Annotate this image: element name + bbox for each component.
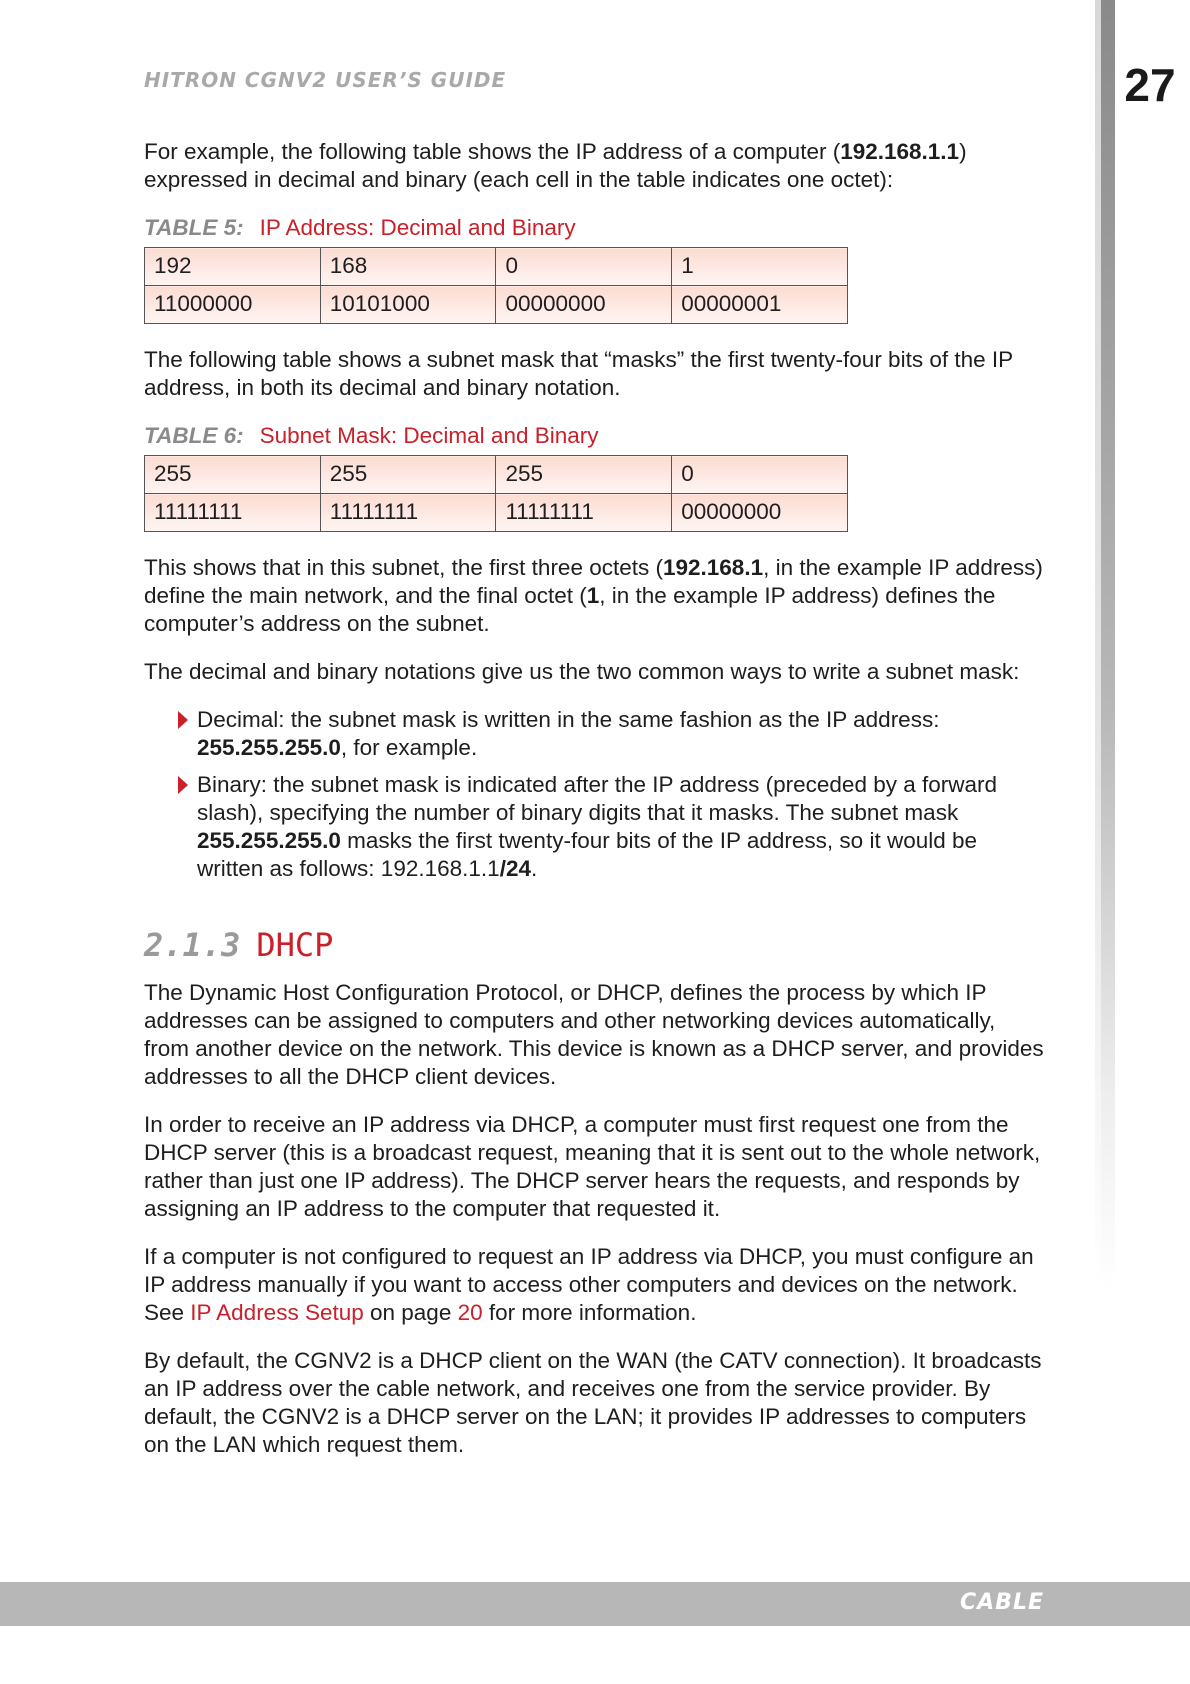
table-cell: 11111111 <box>320 494 496 532</box>
ip-address-table <box>144 247 848 324</box>
table-row <box>145 456 848 494</box>
table-row <box>145 494 848 532</box>
table-cell: 0 <box>672 456 848 494</box>
section-number: 2.1.3 <box>144 926 241 964</box>
dhcp-paragraph-4: By default, the CGNV2 is a DHCP client on the WAN (the CATV connection). It broadcasts an IP address over the cable network, and receives one from the service provider. By default, the CGNV2 is a DHCP server on the LAN; it provides IP addresses to computers on the LAN which request them. <box>144 1348 1042 1457</box>
subnet-mask-table <box>144 455 848 532</box>
table5-label: TABLE 5: <box>144 215 244 240</box>
table-cell: 255 <box>496 456 672 494</box>
page-number: 27 <box>1124 59 1176 111</box>
list-item-decimal: Decimal: the subnet mask is written in the same fashion as the IP address: 255.255.255.0, for example. <box>144 706 1044 762</box>
table6-caption <box>144 422 1044 450</box>
table-cell: 192 <box>145 248 321 286</box>
list-item-binary: Binary: the subnet mask is indicated after the IP address (preceded by a forward slash), specifying the number of binary digits that it masks. The subnet mask 255.255.255.0 masks the first twenty-four bits of the IP address, so it would be written as follows: 192.168.1.1/24. <box>144 771 1044 883</box>
example-ip: 192.168.1.1 <box>840 139 960 164</box>
page-content <box>144 138 1044 1479</box>
table-cell: 1 <box>672 248 848 286</box>
table-cell: 255 <box>145 456 321 494</box>
table-cell: 00000000 <box>672 494 848 532</box>
table-cell: 10101000 <box>320 286 496 324</box>
mask-paragraph: The following table shows a subnet mask that “masks” the first twenty-four bits of the IP address, in both its decimal and binary notation. <box>144 347 1013 400</box>
table-cell: 00000001 <box>672 286 848 324</box>
table-cell: 11111111 <box>496 494 672 532</box>
table-cell: 11111111 <box>145 494 321 532</box>
table-cell: 00000000 <box>496 286 672 324</box>
running-header: HITRON CGNV2 USER’S GUIDE <box>144 68 507 92</box>
table5-caption <box>144 214 1044 242</box>
table5-title: IP Address: Decimal and Binary <box>259 215 576 240</box>
table-cell: 11000000 <box>145 286 321 324</box>
dhcp-paragraph-1: The Dynamic Host Configuration Protocol, or DHCP, defines the process by which IP addresses can be assigned to computers and other networking devices automatically, from another device on the network. This device is known as a DHCP server, and provides addresses to all the DHCP client devices. <box>144 980 1044 1089</box>
ip-address-setup-link[interactable]: IP Address Setup <box>190 1300 364 1325</box>
table-row <box>145 286 848 324</box>
footer-bar <box>0 1582 1190 1626</box>
notation-list <box>144 706 1044 883</box>
table-cell: 168 <box>320 248 496 286</box>
bullet-triangle-icon <box>178 776 188 794</box>
notations-paragraph: The decimal and binary notations give us the two common ways to write a subnet mask: <box>144 659 1020 684</box>
table-cell: 255 <box>320 456 496 494</box>
page-edge-stripe <box>1101 0 1115 1290</box>
table-row <box>145 248 848 286</box>
table-cell: 0 <box>496 248 672 286</box>
section-heading-dhcp <box>144 927 1044 963</box>
octets-paragraph: This shows that in this subnet, the first three octets (192.168.1, in the example IP address) define the main network, and the final octet (1, in the example IP address) defines the computer’s address on the subnet. <box>144 555 1043 636</box>
page-20-link[interactable]: 20 <box>457 1300 483 1325</box>
table6-label: TABLE 6: <box>144 423 244 448</box>
section-title: DHCP <box>256 926 334 964</box>
bullet-triangle-icon <box>178 711 188 729</box>
table6-title: Subnet Mask: Decimal and Binary <box>259 423 599 448</box>
intro-paragraph: For example, the following table shows the IP address of a computer (192.168.1.1) expressed in decimal and binary (each cell in the table indicates one octet): <box>144 139 967 192</box>
dhcp-paragraph-3: If a computer is not configured to request an IP address via DHCP, you must configure an IP address manually if you want to access other computers and devices on the network. See IP Address Setup on page 20 for more information. <box>144 1244 1034 1325</box>
footer-label: CABLE <box>960 1590 1044 1615</box>
dhcp-paragraph-2: In order to receive an IP address via DHCP, a computer must first request one from the DHCP server (this is a broadcast request, meaning that it is sent out to the whole network, rather than just one IP address). The DHCP server hears the requests, and responds by assigning an IP address to the computer that requested it. <box>144 1112 1041 1221</box>
